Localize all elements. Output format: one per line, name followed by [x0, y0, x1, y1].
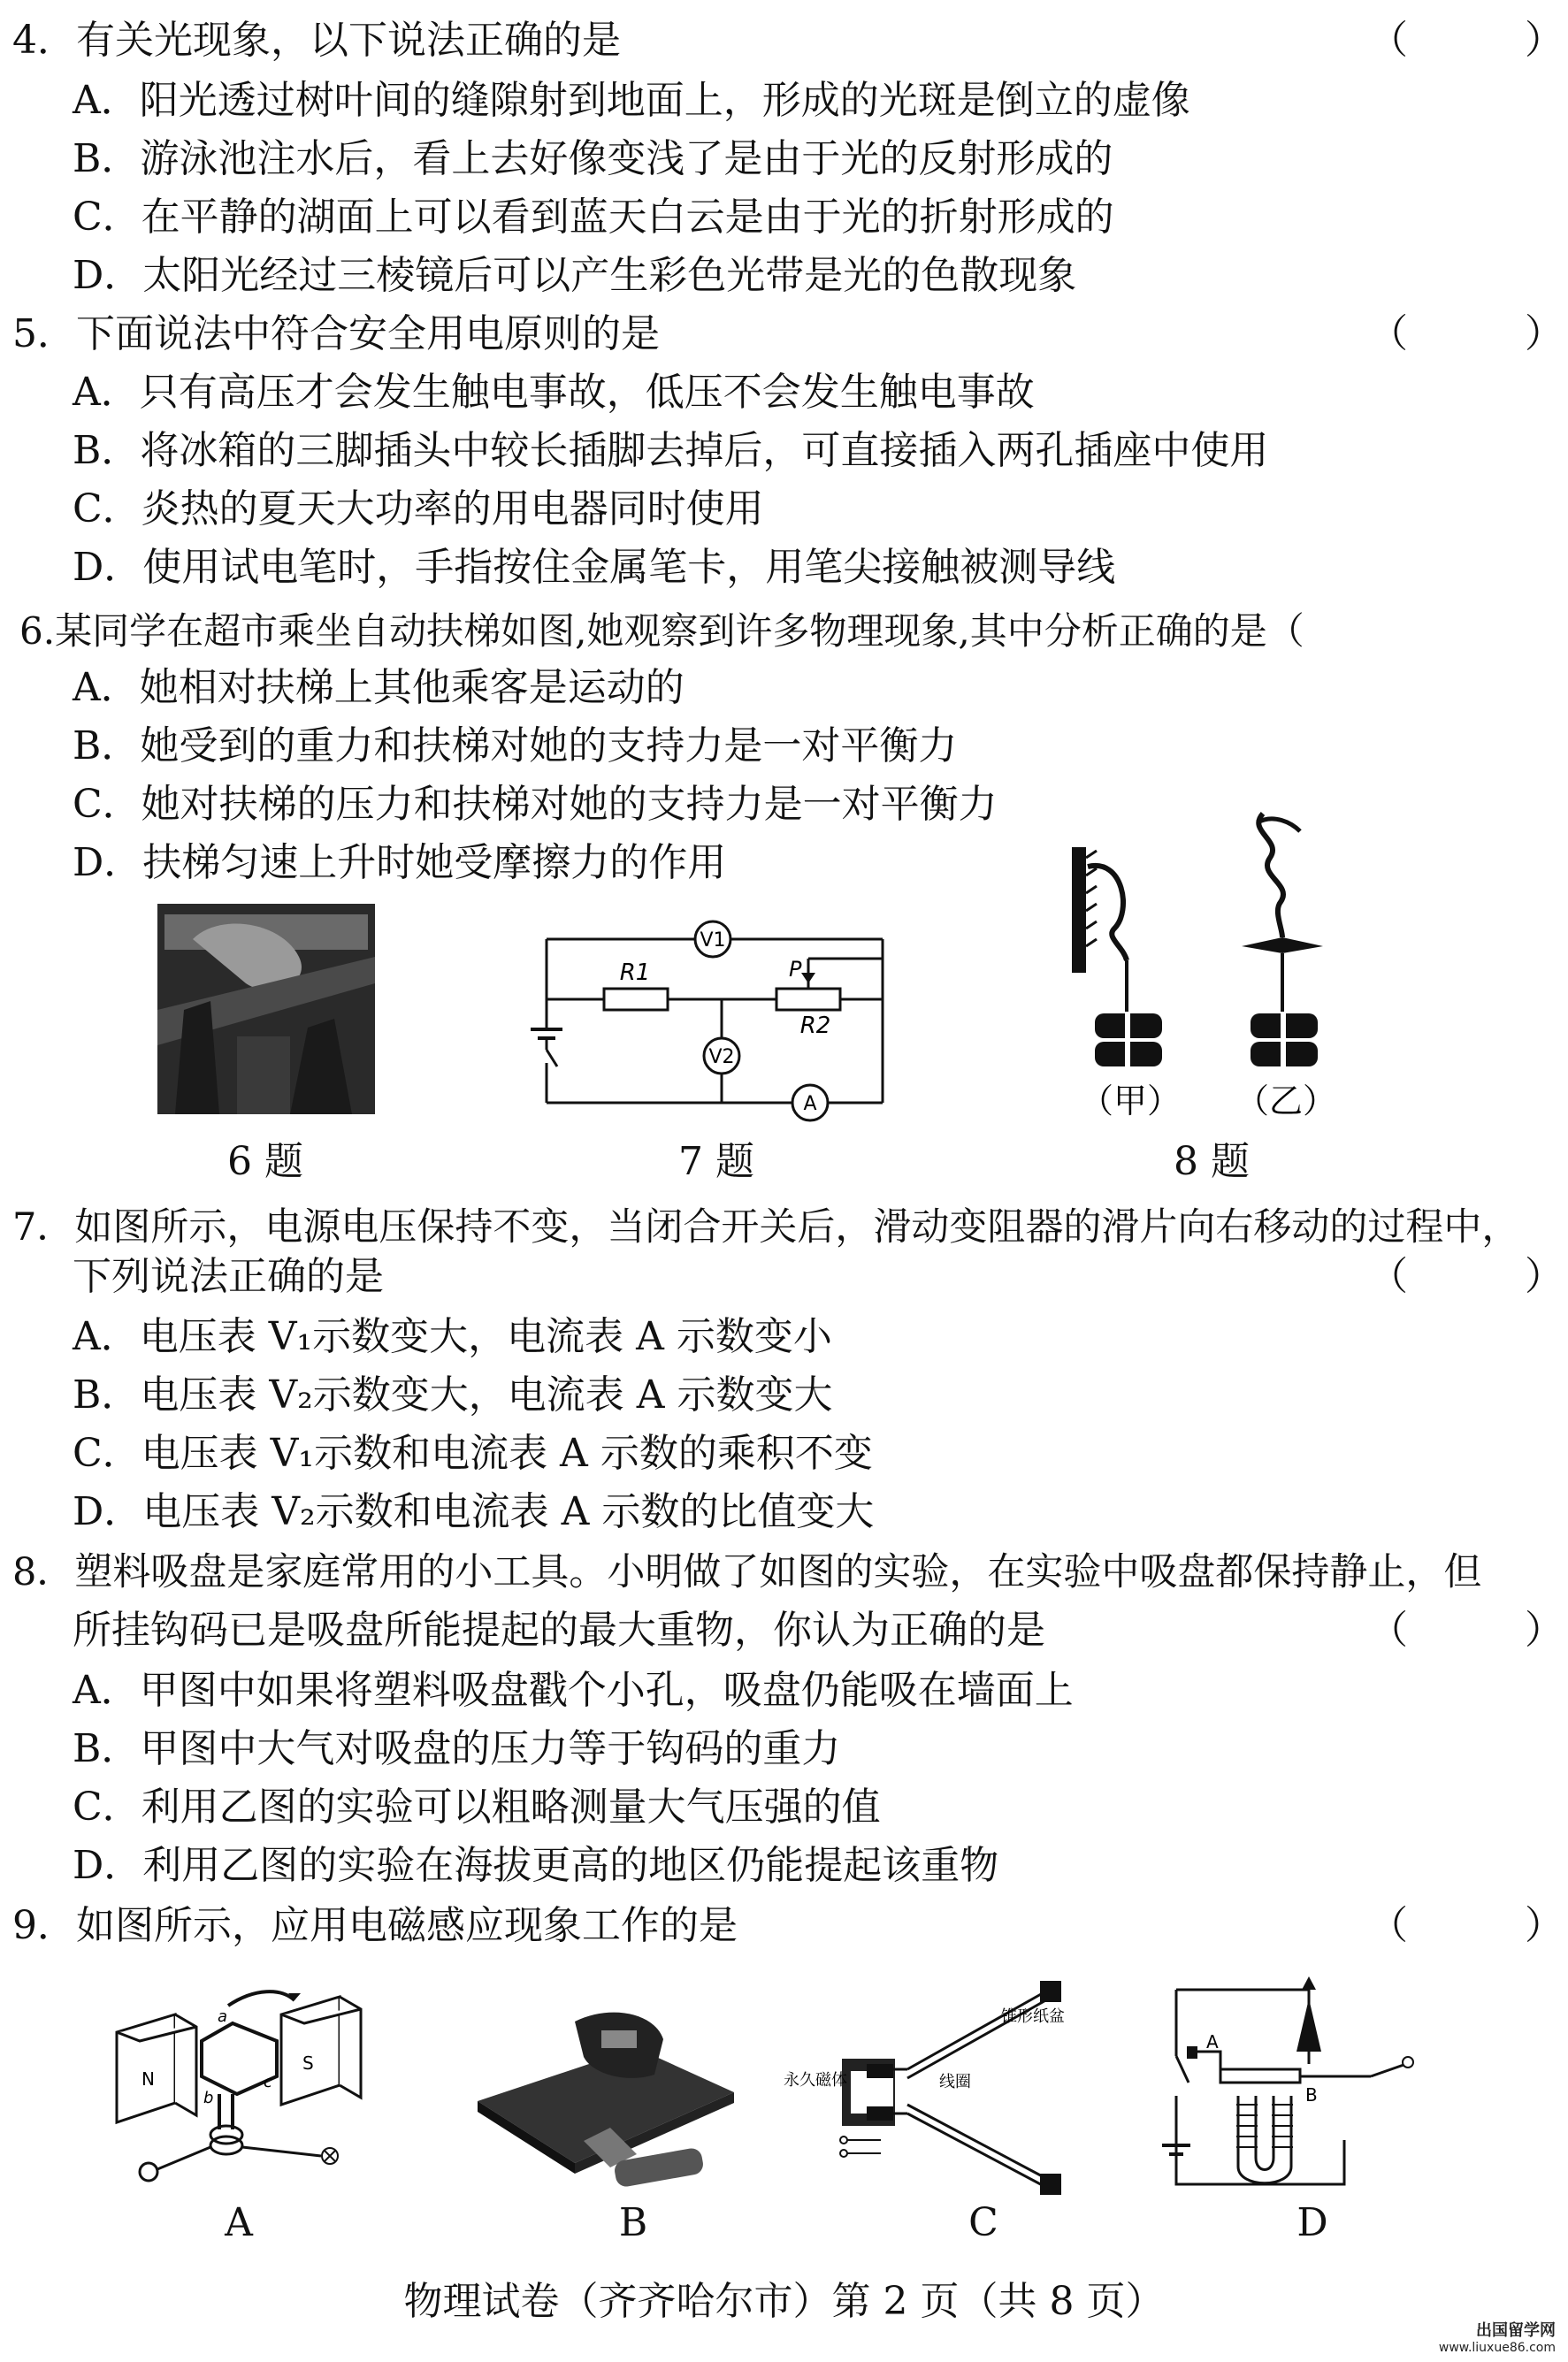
device-photo [460, 1977, 743, 2190]
q9-answer-paren: （ ） [1369, 1903, 1564, 1948]
point-a-label: a [218, 2007, 228, 2026]
q5-option-d: D．使用试电笔时，手指按住金属笔卡，用笔尖接触被测导线 [73, 545, 1116, 590]
cone-label: 锥形纸盆 [1001, 2007, 1065, 2026]
q8-option-d: D．利用乙图的实验在海拔更高的地区仍能提起该重物 [73, 1843, 999, 1888]
q5-answer-paren: （ ） [1369, 311, 1564, 356]
caption-option-a: A [225, 2200, 253, 2245]
caption-option-d: D [1296, 2200, 1328, 2245]
caption-option-c: C [968, 2200, 998, 2245]
q8-answer-paren: （ ） [1369, 1608, 1564, 1653]
q7-option-b: B．电压表 V₂示数变大，电流表 A 示数变大 [73, 1372, 833, 1418]
pole-s-label: S [302, 2052, 314, 2074]
caption-option-b: B [618, 2200, 648, 2245]
label-jia: （甲） [1079, 1082, 1182, 1120]
q6-option-d: D．扶梯匀速上升时她受摩擦力的作用 [73, 840, 727, 885]
q8-stem-line2: 所挂钩码已是吸盘所能提起的最大重物，你认为正确的是 [73, 1608, 1045, 1653]
q7-stem-line1: 7．如图所示，电源电压保持不变，当闭合开关后，滑动变阻器的滑片向右移动的过程中， [12, 1205, 1520, 1250]
q7-option-d: D．电压表 V₂示数和电流表 A 示数的比值变大 [73, 1489, 875, 1534]
q6-option-a: A．她相对扶梯上其他乘客是运动的 [73, 665, 685, 710]
q4-answer-paren: （ ） [1369, 18, 1564, 63]
resistor-r1-icon [604, 989, 668, 1010]
v1-label: V1 [700, 929, 726, 952]
watermark-site: 出国留学网 [1476, 2321, 1556, 2340]
q7-option-a: A．电压表 V₁示数变大，电流表 A 示数变小 [73, 1314, 832, 1359]
q8-option-c: C．利用乙图的实验可以粗略测量大气压强的值 [73, 1785, 881, 1830]
q8-option-b: B．甲图中大气对吸盘的压力等于钩码的重力 [73, 1726, 841, 1771]
circuit-diagram [511, 904, 900, 1125]
pole-n-label: N [142, 2068, 155, 2090]
ammeter-label: A [803, 1093, 817, 1115]
suction-cup-figure [1061, 796, 1380, 1132]
contact-b-label: B [1305, 2084, 1318, 2106]
generator-figure [104, 1970, 370, 2182]
q5-option-a: A．只有高压才会发生触电事故，低压不会发生触电事故 [73, 370, 1035, 415]
magnet-label: 永久磁体 [784, 2071, 847, 2090]
loudspeaker-figure [784, 1972, 1084, 2202]
slider-p-label: P [789, 957, 802, 982]
q5-stem: 5．下面说法中符合安全用电原则的是 [12, 311, 660, 356]
q8-option-a: A．甲图中如果将塑料吸盘戳个小孔，吸盘仍能吸在墙面上 [73, 1668, 1074, 1713]
r2-label: R2 [799, 1013, 831, 1039]
watermark-url: www.liuxue86.com [1438, 2341, 1556, 2355]
r1-label: R1 [619, 959, 651, 986]
q6-option-b: B．她受到的重力和扶梯对她的支持力是一对平衡力 [73, 723, 958, 768]
q4-stem: 4．有关光现象，以下说法正确的是 [12, 18, 621, 63]
q4-option-b: B．游泳池注水后，看上去好像变浅了是由于光的反射形成的 [73, 136, 1113, 181]
coil-label: 线圈 [939, 2073, 971, 2091]
watermark [1439, 2318, 1556, 2355]
contact-a-label: A [1206, 2031, 1219, 2052]
q5-option-b: B．将冰箱的三脚插头中较长插脚去掉后，可直接插入两孔插座中使用 [73, 428, 1269, 473]
caption-fig-6: 6 题 [227, 1139, 303, 1184]
point-c-label: c [264, 2073, 272, 2091]
q7-stem-line2: 下列说法正确的是 [73, 1254, 384, 1299]
q4-option-a: A．阳光透过树叶间的缝隙射到地面上，形成的光斑是倒立的虚像 [73, 78, 1190, 123]
escalator-photo [157, 904, 375, 1114]
caption-fig-8: 8 题 [1174, 1139, 1250, 1184]
electromagnet-figure [1150, 1972, 1442, 2193]
q4-option-c: C．在平静的湖面上可以看到蓝天白云是由于光的折射形成的 [73, 195, 1114, 240]
q6-option-c: C．她对扶梯的压力和扶梯对她的支持力是一对平衡力 [73, 782, 998, 827]
rheostat-r2-icon [776, 989, 840, 1010]
point-b-label: b [203, 2089, 214, 2107]
q7-option-c: C．电压表 V₁示数和电流表 A 示数的乘积不变 [73, 1431, 873, 1476]
page-footer: 物理试卷（齐齐哈尔市）第 2 页（共 8 页） [403, 2279, 1165, 2324]
v2-label: V2 [708, 1046, 735, 1068]
q5-option-c: C．炎热的夏天大功率的用电器同时使用 [73, 486, 764, 531]
suction-cup-jia [1072, 847, 1162, 1068]
caption-fig-7: 7 题 [678, 1139, 754, 1184]
q6-stem: 6.某同学在超市乘坐自动扶梯如图,她观察到许多物理现象,其中分析正确的是（ [19, 609, 1304, 653]
suction-cup-yi [1242, 814, 1323, 1068]
q8-stem-line1: 8．塑料吸盘是家庭常用的小工具。小明做了如图的实验，在实验中吸盘都保持静止，但 [12, 1550, 1482, 1594]
q9-stem: 9．如图所示，应用电磁感应现象工作的是 [12, 1903, 738, 1948]
label-yi: （乙） [1235, 1082, 1337, 1120]
q7-answer-paren: （ ） [1369, 1254, 1564, 1299]
q4-option-d: D．太阳光经过三棱镜后可以产生彩色光带是光的色散现象 [73, 253, 1077, 298]
